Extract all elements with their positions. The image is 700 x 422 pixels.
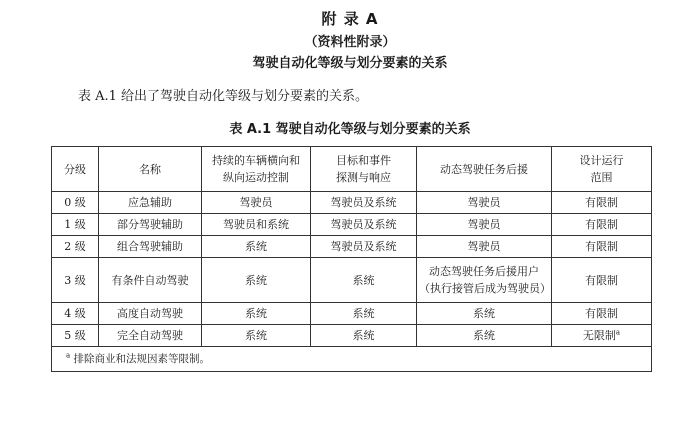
header-odd: 设计运行 范围 [552,147,652,192]
table-row [52,236,652,258]
cell-control: 系统 [202,325,311,347]
cell-detection: 驾驶员及系统 [311,192,417,214]
cell-odd: 有限制 [552,192,652,214]
cell-level: 5 级 [52,325,99,347]
cell-detection: 系统 [311,325,417,347]
header-detection: 目标和事件 探测与响应 [311,147,417,192]
cell-name: 部分驾驶辅助 [99,214,202,236]
cell-fallback: 系统 [417,303,552,325]
table-row [52,325,652,347]
header-control: 持续的车辆横向和 纵向运动控制 [202,147,311,192]
cell-detection: 驾驶员及系统 [311,214,417,236]
cell-fallback: 驾驶员 [417,214,552,236]
cell-control: 驾驶员和系统 [202,214,311,236]
cell-control: 驾驶员 [202,192,311,214]
cell-name: 应急辅助 [99,192,202,214]
table-caption: 表 A.1 驾驶自动化等级与划分要素的关系 [229,122,471,137]
table-row [52,258,652,303]
cell-level: 2 级 [52,236,99,258]
cell-fallback: 驾驶员 [417,236,552,258]
table-row [52,214,652,236]
table-footnote-row [52,347,652,372]
cell-odd: 有限制 [552,303,652,325]
cell-odd: 有限制 [552,258,652,303]
cell-fallback: 动态驾驶任务后援用户 （执行接管后成为驾驶员） [417,258,552,303]
intro-paragraph: 表 A.1 给出了驾驶自动化等级与划分要素的关系。 [78,89,369,104]
appendix-note: （资料性附录） [304,35,396,50]
cell-name: 组合驾驶辅助 [99,236,202,258]
cell-level: 0 级 [52,192,99,214]
footnote-mark: a [66,351,71,359]
cell-fallback: 驾驶员 [417,192,552,214]
cell-name: 完全自动驾驶 [99,325,202,347]
footnote-marker: a [615,328,621,337]
cell-level: 1 级 [52,214,99,236]
cell-fallback: 系统 [417,325,552,347]
appendix-heading: 附 录 A [321,10,379,28]
cell-level: 4 级 [52,303,99,325]
cell-control: 系统 [202,303,311,325]
table-row [52,303,652,325]
cell-control: 系统 [202,258,311,303]
cell-name: 有条件自动驾驶 [99,258,202,303]
header-fallback: 动态驾驶任务后援 [417,147,552,192]
header-name: 名称 [99,147,202,192]
appendix-title: 驾驶自动化等级与划分要素的关系 [252,56,448,71]
cell-name: 高度自动驾驶 [99,303,202,325]
cell-level: 3 级 [52,258,99,303]
table-footnote [52,347,652,372]
cell-detection: 系统 [311,303,417,325]
cell-detection: 驾驶员及系统 [311,236,417,258]
cell-odd: 有限制 [552,236,652,258]
cell-detection: 系统 [311,258,417,303]
table-header-row [52,147,652,192]
automation-levels-table [51,146,652,372]
footnote-text: 排除商业和法规因素等限制。 [70,352,211,365]
cell-odd: 无限制$^a$ [552,325,652,347]
cell-odd: 有限制 [552,214,652,236]
header-level: 分级 [52,147,99,192]
cell-control: 系统 [202,236,311,258]
table-row [52,192,652,214]
